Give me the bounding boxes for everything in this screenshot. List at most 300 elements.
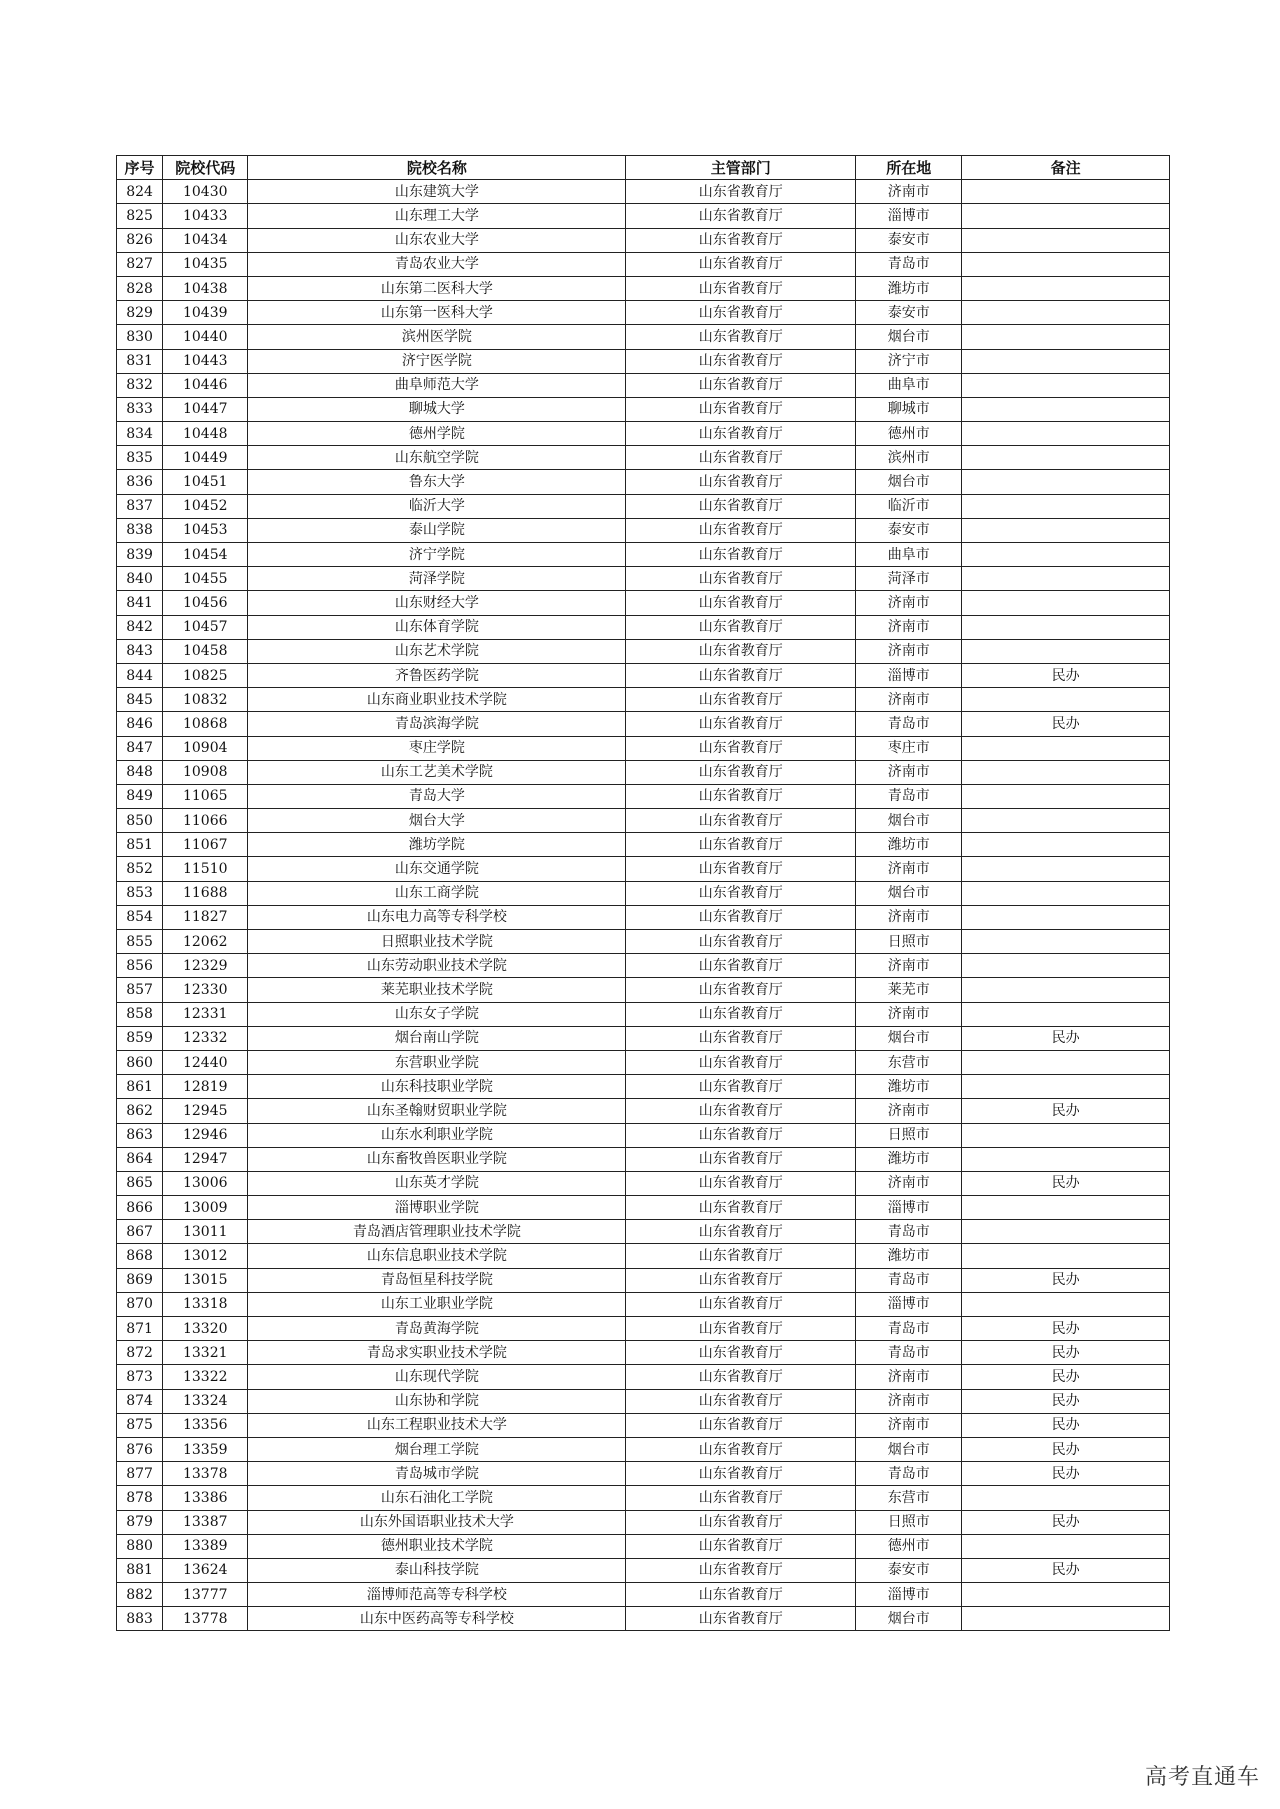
cell-code: 10440 — [163, 325, 248, 349]
cell-remark — [962, 325, 1170, 349]
cell-department: 山东省教育厅 — [626, 1099, 856, 1123]
cell-school-name: 济宁学院 — [248, 543, 626, 567]
cell-department: 山东省教育厅 — [626, 663, 856, 687]
cell-school-name: 山东女子学院 — [248, 1002, 626, 1026]
cell-code: 13320 — [163, 1317, 248, 1341]
cell-school-name: 青岛恒星科技学院 — [248, 1268, 626, 1292]
cell-department: 山东省教育厅 — [626, 1558, 856, 1582]
cell-serial: 830 — [117, 325, 163, 349]
cell-school-name: 青岛求实职业技术学院 — [248, 1341, 626, 1365]
cell-remark — [962, 688, 1170, 712]
cell-serial: 877 — [117, 1462, 163, 1486]
cell-location: 淄博市 — [856, 663, 962, 687]
cell-department: 山东省教育厅 — [626, 736, 856, 760]
cell-code: 10452 — [163, 494, 248, 518]
cell-location: 潍坊市 — [856, 1075, 962, 1099]
cell-department: 山东省教育厅 — [626, 446, 856, 470]
cell-department: 山东省教育厅 — [626, 422, 856, 446]
cell-remark — [962, 1583, 1170, 1607]
table-row — [117, 615, 1170, 639]
cell-location: 日照市 — [856, 1510, 962, 1534]
cell-code: 13324 — [163, 1389, 248, 1413]
table-row — [117, 228, 1170, 252]
cell-code: 13624 — [163, 1558, 248, 1582]
cell-location: 济南市 — [856, 857, 962, 881]
cell-school-name: 山东畜牧兽医职业学院 — [248, 1147, 626, 1171]
cell-serial: 846 — [117, 712, 163, 736]
cell-serial: 840 — [117, 567, 163, 591]
header-serial: 序号 — [117, 156, 163, 180]
cell-remark — [962, 397, 1170, 421]
cell-code: 13356 — [163, 1413, 248, 1437]
cell-code: 10825 — [163, 663, 248, 687]
cell-department: 山东省教育厅 — [626, 543, 856, 567]
cell-department: 山东省教育厅 — [626, 857, 856, 881]
cell-location: 泰安市 — [856, 301, 962, 325]
table-row — [117, 881, 1170, 905]
cell-remark: 民办 — [962, 1510, 1170, 1534]
cell-code: 10455 — [163, 567, 248, 591]
cell-location: 聊城市 — [856, 397, 962, 421]
cell-serial: 824 — [117, 180, 163, 204]
cell-remark — [962, 1196, 1170, 1220]
cell-location: 菏泽市 — [856, 567, 962, 591]
cell-remark — [962, 1123, 1170, 1147]
cell-department: 山东省教育厅 — [626, 760, 856, 784]
cell-department: 山东省教育厅 — [626, 784, 856, 808]
cell-location: 淄博市 — [856, 204, 962, 228]
cell-code: 10904 — [163, 736, 248, 760]
cell-school-name: 山东体育学院 — [248, 615, 626, 639]
cell-code: 10435 — [163, 252, 248, 276]
cell-remark — [962, 1292, 1170, 1316]
cell-department: 山东省教育厅 — [626, 712, 856, 736]
cell-location: 济南市 — [856, 639, 962, 663]
cell-school-name: 德州职业技术学院 — [248, 1534, 626, 1558]
table-row — [117, 397, 1170, 421]
cell-location: 青岛市 — [856, 252, 962, 276]
cell-remark — [962, 422, 1170, 446]
header-row — [117, 156, 1170, 180]
table-row — [117, 204, 1170, 228]
table-row — [117, 422, 1170, 446]
cell-serial: 837 — [117, 494, 163, 518]
cell-school-name: 山东理工大学 — [248, 204, 626, 228]
cell-school-name: 莱芜职业技术学院 — [248, 978, 626, 1002]
cell-location: 日照市 — [856, 930, 962, 954]
cell-department: 山东省教育厅 — [626, 905, 856, 929]
cell-code: 13321 — [163, 1341, 248, 1365]
cell-remark — [962, 1486, 1170, 1510]
cell-serial: 881 — [117, 1558, 163, 1582]
cell-location: 烟台市 — [856, 470, 962, 494]
cell-school-name: 青岛黄海学院 — [248, 1317, 626, 1341]
cell-school-name: 山东工业职业学院 — [248, 1292, 626, 1316]
cell-location: 济南市 — [856, 180, 962, 204]
cell-remark — [962, 736, 1170, 760]
cell-remark — [962, 470, 1170, 494]
cell-school-name: 山东财经大学 — [248, 591, 626, 615]
cell-location: 泰安市 — [856, 228, 962, 252]
cell-school-name: 烟台理工学院 — [248, 1437, 626, 1461]
cell-serial: 867 — [117, 1220, 163, 1244]
table-row — [117, 301, 1170, 325]
cell-remark — [962, 809, 1170, 833]
cell-code: 12332 — [163, 1026, 248, 1050]
cell-location: 东营市 — [856, 1050, 962, 1074]
cell-remark — [962, 446, 1170, 470]
cell-location: 潍坊市 — [856, 833, 962, 857]
cell-code: 10443 — [163, 349, 248, 373]
cell-serial: 868 — [117, 1244, 163, 1268]
table-row — [117, 518, 1170, 542]
cell-department: 山东省教育厅 — [626, 1268, 856, 1292]
cell-school-name: 山东电力高等专科学校 — [248, 905, 626, 929]
cell-code: 10458 — [163, 639, 248, 663]
cell-code: 13386 — [163, 1486, 248, 1510]
cell-serial: 831 — [117, 349, 163, 373]
table-row — [117, 1510, 1170, 1534]
cell-location: 青岛市 — [856, 1341, 962, 1365]
cell-location: 济南市 — [856, 954, 962, 978]
cell-code: 11827 — [163, 905, 248, 929]
cell-location: 济南市 — [856, 905, 962, 929]
table-row — [117, 1220, 1170, 1244]
cell-department: 山东省教育厅 — [626, 1437, 856, 1461]
cell-code: 13387 — [163, 1510, 248, 1534]
cell-remark — [962, 494, 1170, 518]
cell-serial: 878 — [117, 1486, 163, 1510]
cell-remark: 民办 — [962, 1365, 1170, 1389]
cell-school-name: 山东信息职业技术学院 — [248, 1244, 626, 1268]
table-row — [117, 591, 1170, 615]
cell-code: 13009 — [163, 1196, 248, 1220]
cell-department: 山东省教育厅 — [626, 1292, 856, 1316]
cell-location: 济南市 — [856, 1002, 962, 1026]
cell-location: 枣庄市 — [856, 736, 962, 760]
cell-school-name: 青岛酒店管理职业技术学院 — [248, 1220, 626, 1244]
cell-serial: 847 — [117, 736, 163, 760]
cell-department: 山东省教育厅 — [626, 1486, 856, 1510]
cell-serial: 833 — [117, 397, 163, 421]
cell-remark — [962, 591, 1170, 615]
cell-serial: 852 — [117, 857, 163, 881]
cell-serial: 828 — [117, 276, 163, 300]
cell-serial: 854 — [117, 905, 163, 929]
cell-serial: 841 — [117, 591, 163, 615]
cell-remark — [962, 349, 1170, 373]
cell-code: 12329 — [163, 954, 248, 978]
cell-school-name: 曲阜师范大学 — [248, 373, 626, 397]
table-row — [117, 760, 1170, 784]
cell-location: 潍坊市 — [856, 276, 962, 300]
cell-code: 13006 — [163, 1171, 248, 1195]
cell-location: 青岛市 — [856, 1220, 962, 1244]
cell-serial: 872 — [117, 1341, 163, 1365]
table-row — [117, 857, 1170, 881]
cell-department: 山东省教育厅 — [626, 204, 856, 228]
cell-department: 山东省教育厅 — [626, 252, 856, 276]
cell-department: 山东省教育厅 — [626, 1583, 856, 1607]
cell-serial: 827 — [117, 252, 163, 276]
table-row — [117, 1389, 1170, 1413]
cell-department: 山东省教育厅 — [626, 1462, 856, 1486]
cell-department: 山东省教育厅 — [626, 567, 856, 591]
cell-department: 山东省教育厅 — [626, 180, 856, 204]
cell-remark — [962, 1244, 1170, 1268]
cell-code: 11067 — [163, 833, 248, 857]
table-row — [117, 1341, 1170, 1365]
header-school-name: 院校名称 — [248, 156, 626, 180]
cell-serial: 862 — [117, 1099, 163, 1123]
cell-school-name: 烟台大学 — [248, 809, 626, 833]
cell-school-name: 山东圣翰财贸职业学院 — [248, 1099, 626, 1123]
cell-serial: 859 — [117, 1026, 163, 1050]
cell-location: 曲阜市 — [856, 543, 962, 567]
table-row — [117, 639, 1170, 663]
cell-school-name: 山东石油化工学院 — [248, 1486, 626, 1510]
table-row — [117, 1268, 1170, 1292]
cell-school-name: 齐鲁医药学院 — [248, 663, 626, 687]
cell-code: 10449 — [163, 446, 248, 470]
cell-remark — [962, 1534, 1170, 1558]
header-location: 所在地 — [856, 156, 962, 180]
cell-school-name: 临沂大学 — [248, 494, 626, 518]
cell-remark — [962, 567, 1170, 591]
cell-department: 山东省教育厅 — [626, 1244, 856, 1268]
cell-department: 山东省教育厅 — [626, 470, 856, 494]
cell-location: 济南市 — [856, 688, 962, 712]
cell-department: 山东省教育厅 — [626, 518, 856, 542]
cell-serial: 864 — [117, 1147, 163, 1171]
cell-school-name: 山东协和学院 — [248, 1389, 626, 1413]
header-code: 院校代码 — [163, 156, 248, 180]
cell-code: 12819 — [163, 1075, 248, 1099]
table-row — [117, 784, 1170, 808]
cell-remark — [962, 204, 1170, 228]
table-row — [117, 276, 1170, 300]
cell-location: 潍坊市 — [856, 1244, 962, 1268]
cell-location: 滨州市 — [856, 446, 962, 470]
cell-location: 青岛市 — [856, 712, 962, 736]
cell-location: 淄博市 — [856, 1292, 962, 1316]
cell-remark — [962, 833, 1170, 857]
cell-code: 10454 — [163, 543, 248, 567]
cell-department: 山东省教育厅 — [626, 639, 856, 663]
table-row — [117, 373, 1170, 397]
table-row — [117, 494, 1170, 518]
cell-serial: 861 — [117, 1075, 163, 1099]
cell-department: 山东省教育厅 — [626, 881, 856, 905]
cell-serial: 835 — [117, 446, 163, 470]
cell-serial: 842 — [117, 615, 163, 639]
cell-remark — [962, 1075, 1170, 1099]
cell-code: 13777 — [163, 1583, 248, 1607]
cell-remark — [962, 857, 1170, 881]
cell-school-name: 山东艺术学院 — [248, 639, 626, 663]
table-row — [117, 978, 1170, 1002]
cell-serial: 832 — [117, 373, 163, 397]
cell-remark — [962, 978, 1170, 1002]
table-row — [117, 1534, 1170, 1558]
cell-school-name: 青岛城市学院 — [248, 1462, 626, 1486]
cell-department: 山东省教育厅 — [626, 1510, 856, 1534]
table-row — [117, 1607, 1170, 1631]
cell-serial: 876 — [117, 1437, 163, 1461]
cell-location: 泰安市 — [856, 1558, 962, 1582]
cell-school-name: 山东英才学院 — [248, 1171, 626, 1195]
cell-school-name: 山东水利职业学院 — [248, 1123, 626, 1147]
cell-school-name: 青岛农业大学 — [248, 252, 626, 276]
cell-school-name: 山东工商学院 — [248, 881, 626, 905]
cell-remark — [962, 228, 1170, 252]
cell-serial: 874 — [117, 1389, 163, 1413]
cell-school-name: 日照职业技术学院 — [248, 930, 626, 954]
cell-serial: 825 — [117, 204, 163, 228]
table-row — [117, 325, 1170, 349]
cell-school-name: 潍坊学院 — [248, 833, 626, 857]
cell-code: 11510 — [163, 857, 248, 881]
cell-serial: 873 — [117, 1365, 163, 1389]
cell-remark: 民办 — [962, 1317, 1170, 1341]
cell-school-name: 山东劳动职业技术学院 — [248, 954, 626, 978]
cell-department: 山东省教育厅 — [626, 1317, 856, 1341]
table-row — [117, 809, 1170, 833]
cell-remark: 民办 — [962, 1099, 1170, 1123]
cell-department: 山东省教育厅 — [626, 349, 856, 373]
table-row — [117, 736, 1170, 760]
cell-remark: 民办 — [962, 1268, 1170, 1292]
cell-serial: 845 — [117, 688, 163, 712]
cell-code: 10448 — [163, 422, 248, 446]
cell-school-name: 枣庄学院 — [248, 736, 626, 760]
cell-school-name: 山东建筑大学 — [248, 180, 626, 204]
cell-location: 青岛市 — [856, 1462, 962, 1486]
cell-department: 山东省教育厅 — [626, 833, 856, 857]
cell-location: 济南市 — [856, 1099, 962, 1123]
cell-code: 10447 — [163, 397, 248, 421]
cell-location: 东营市 — [856, 1486, 962, 1510]
cell-department: 山东省教育厅 — [626, 1171, 856, 1195]
table-row — [117, 712, 1170, 736]
cell-location: 烟台市 — [856, 881, 962, 905]
table-row — [117, 688, 1170, 712]
cell-remark — [962, 1002, 1170, 1026]
cell-serial: 843 — [117, 639, 163, 663]
cell-remark — [962, 615, 1170, 639]
cell-location: 济宁市 — [856, 349, 962, 373]
cell-school-name: 烟台南山学院 — [248, 1026, 626, 1050]
cell-code: 11065 — [163, 784, 248, 808]
cell-location: 曲阜市 — [856, 373, 962, 397]
cell-serial: 882 — [117, 1583, 163, 1607]
cell-location: 青岛市 — [856, 1268, 962, 1292]
cell-department: 山东省教育厅 — [626, 591, 856, 615]
table-header — [117, 156, 1170, 180]
table-row — [117, 1317, 1170, 1341]
cell-remark — [962, 760, 1170, 784]
cell-code: 12330 — [163, 978, 248, 1002]
cell-department: 山东省教育厅 — [626, 1365, 856, 1389]
school-list-table — [116, 155, 1170, 1631]
cell-code: 10439 — [163, 301, 248, 325]
cell-school-name: 山东交通学院 — [248, 857, 626, 881]
table-row — [117, 1365, 1170, 1389]
cell-serial: 834 — [117, 422, 163, 446]
cell-department: 山东省教育厅 — [626, 228, 856, 252]
cell-school-name: 济宁医学院 — [248, 349, 626, 373]
cell-serial: 836 — [117, 470, 163, 494]
cell-serial: 829 — [117, 301, 163, 325]
cell-serial: 848 — [117, 760, 163, 784]
cell-remark — [962, 1220, 1170, 1244]
cell-code: 12947 — [163, 1147, 248, 1171]
cell-remark: 民办 — [962, 1171, 1170, 1195]
cell-remark: 民办 — [962, 1413, 1170, 1437]
cell-school-name: 山东中医药高等专科学校 — [248, 1607, 626, 1631]
cell-remark — [962, 905, 1170, 929]
cell-school-name: 山东第一医科大学 — [248, 301, 626, 325]
cell-code: 12331 — [163, 1002, 248, 1026]
cell-remark — [962, 276, 1170, 300]
cell-code: 10868 — [163, 712, 248, 736]
cell-remark: 民办 — [962, 1437, 1170, 1461]
table-row — [117, 1413, 1170, 1437]
cell-code: 13389 — [163, 1534, 248, 1558]
cell-location: 淄博市 — [856, 1583, 962, 1607]
table-row — [117, 1462, 1170, 1486]
table-row — [117, 470, 1170, 494]
table-row — [117, 180, 1170, 204]
cell-school-name: 淄博师范高等专科学校 — [248, 1583, 626, 1607]
cell-department: 山东省教育厅 — [626, 397, 856, 421]
cell-code: 10438 — [163, 276, 248, 300]
cell-remark: 民办 — [962, 663, 1170, 687]
cell-school-name: 鲁东大学 — [248, 470, 626, 494]
cell-location: 济南市 — [856, 1171, 962, 1195]
cell-serial: 826 — [117, 228, 163, 252]
cell-code: 10434 — [163, 228, 248, 252]
cell-code: 13011 — [163, 1220, 248, 1244]
cell-school-name: 东营职业学院 — [248, 1050, 626, 1074]
cell-department: 山东省教育厅 — [626, 809, 856, 833]
table-row — [117, 1292, 1170, 1316]
cell-serial: 871 — [117, 1317, 163, 1341]
cell-serial: 850 — [117, 809, 163, 833]
table-row — [117, 349, 1170, 373]
cell-school-name: 青岛滨海学院 — [248, 712, 626, 736]
cell-code: 10433 — [163, 204, 248, 228]
cell-location: 济南市 — [856, 760, 962, 784]
cell-location: 烟台市 — [856, 809, 962, 833]
cell-department: 山东省教育厅 — [626, 325, 856, 349]
cell-code: 10456 — [163, 591, 248, 615]
table-row — [117, 1002, 1170, 1026]
table-row — [117, 1196, 1170, 1220]
table-row — [117, 930, 1170, 954]
cell-department: 山东省教育厅 — [626, 373, 856, 397]
cell-location: 日照市 — [856, 1123, 962, 1147]
cell-remark — [962, 954, 1170, 978]
cell-school-name: 山东工程职业技术大学 — [248, 1413, 626, 1437]
cell-department: 山东省教育厅 — [626, 1220, 856, 1244]
table-body — [117, 180, 1170, 1631]
cell-remark — [962, 639, 1170, 663]
cell-serial: 855 — [117, 930, 163, 954]
cell-code: 13322 — [163, 1365, 248, 1389]
table-row — [117, 567, 1170, 591]
cell-department: 山东省教育厅 — [626, 1147, 856, 1171]
